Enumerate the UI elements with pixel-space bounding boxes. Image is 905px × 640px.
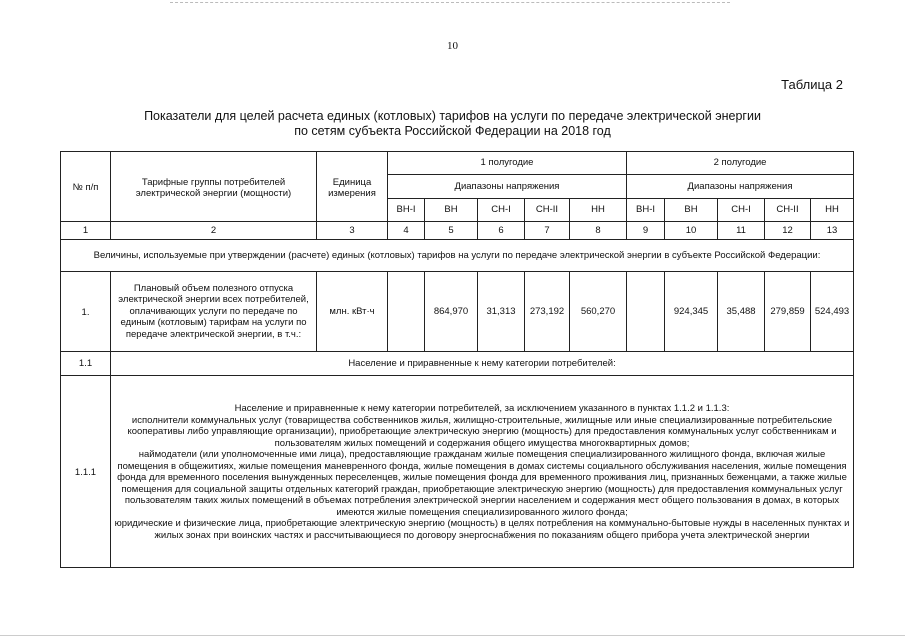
paragraph: юридические и физические лица, приобретающие электрическую энергию (мощность) в целях потребления на коммунально-бытовые нужды в населенных пунктах и жилых зонах при воинских частях и рассчитывающиеся по договору энергоснабжения по показаниям общего прибора учета электрической энергии (114, 518, 850, 541)
row-description (111, 376, 854, 568)
column-number: 13 (811, 222, 854, 240)
header-half-1: 1 полугодие (388, 152, 627, 175)
value-h1-vn1 (388, 272, 425, 352)
column-number: 9 (627, 222, 665, 240)
paragraph: исполнители коммунальных услуг (товарищества собственников жилья, жилищно-строительные, жилищные или иные специализированные потребительские кооперативы либо управляющие организации), приобретающие электрическую энергию (мощность) для предоставления коммунальных услуг собственникам и пользователям жилых помещений и содержания общего имущества многоквартирных домов; (127, 414, 837, 449)
header-level: ВН (665, 199, 718, 222)
row-number: 1.1 (61, 352, 111, 376)
value-h2-sn1: 35,488 (718, 272, 765, 352)
header-level: СН-I (718, 199, 765, 222)
value-h2-sn2: 279,859 (765, 272, 811, 352)
scan-artifact-top (170, 2, 730, 3)
header-level: ВН (425, 199, 478, 222)
value-h1-sn1: 31,313 (478, 272, 525, 352)
row-number: 1. (61, 272, 111, 352)
table-label: Таблица 2 (781, 77, 843, 92)
header-row-1 (61, 152, 854, 175)
column-number: 7 (525, 222, 570, 240)
paragraph: Население и приравненные к нему категории потребителей, за исключением указанного в пунктах 1.1.2 и 1.1.3: (234, 403, 730, 414)
row-number: 1.1.1 (61, 376, 111, 568)
header-ranges-2: Диапазоны напряжения (627, 175, 854, 199)
column-number: 3 (317, 222, 388, 240)
title-line-1: Показатели для целей расчета единых (котловых) тарифов на услуги по передаче электрической энергии (144, 109, 761, 123)
column-number: 8 (570, 222, 627, 240)
paragraph: наймодатели (или уполномоченные ими лица), предоставляющие гражданам жилые помещения специализированного жилищного фонда, включая жилые помещения в общежитиях, жилые помещения маневренного фонда, жилые помещения в домах системы социального обслуживания населения, жилые помещения фонда для временного поселения вынужденных переселенцев, жилые помещения фонда для временного проживания лиц, признанных беженцами, а также жилые помещения для социальной защиты отдельных категорий граждан, приобретающие электрическую энергию (мощность) для предоставления коммунальных услуг пользователям таких жилых помещений в объемах потребления электрической энергии населением и содержания мест общего пользования в домах, в которых имеются жилые помещения специализированного жилого фонда; (117, 449, 847, 518)
column-number: 6 (478, 222, 525, 240)
row-text: Население и приравненные к нему категории потребителей: (111, 352, 854, 376)
header-unit: Единица измерения (317, 152, 388, 222)
title-line-2: по сетям субъекта Российской Федерации на 2018 год (294, 124, 611, 138)
column-number: 4 (388, 222, 425, 240)
table-row-1-1 (61, 352, 854, 376)
document-title (0, 109, 905, 139)
table-row-1-1-1 (61, 376, 854, 568)
table-row-plan (61, 272, 854, 352)
column-number: 5 (425, 222, 478, 240)
row-unit: млн. кВт·ч (317, 272, 388, 352)
header-level: СН-II (765, 199, 811, 222)
tariff-table (60, 151, 854, 568)
value-h2-vn: 924,345 (665, 272, 718, 352)
value-h2-vn1 (627, 272, 665, 352)
header-num: № п/п (61, 152, 111, 222)
header-level: НН (570, 199, 627, 222)
section-heading: Величины, используемые при утверждении (расчете) единых (котловых) тарифов на услуги по передаче электрической энергии в субъекте Российской Федерации: (61, 240, 854, 272)
section-row (61, 240, 854, 272)
column-number-row (61, 222, 854, 240)
value-h1-nn: 560,270 (570, 272, 627, 352)
header-level: СН-I (478, 199, 525, 222)
value-h1-vn: 864,970 (425, 272, 478, 352)
header-level: НН (811, 199, 854, 222)
page-number: 10 (447, 40, 458, 52)
header-ranges-1: Диапазоны напряжения (388, 175, 627, 199)
header-groups: Тарифные группы потребителей электрической энергии (мощности) (111, 152, 317, 222)
header-level: СН-II (525, 199, 570, 222)
row-name: Плановый объем полезного отпуска электрической энергии всех потребителей, оплачивающих услуги по передаче по единым (котловым) тарифам на услуги по передаче электрической энергии, в т.ч.: (111, 272, 317, 352)
header-half-2: 2 полугодие (627, 152, 854, 175)
scan-artifact-bottom (0, 635, 905, 636)
column-number: 1 (61, 222, 111, 240)
value-h1-sn2: 273,192 (525, 272, 570, 352)
column-number: 10 (665, 222, 718, 240)
header-level: ВН-I (627, 199, 665, 222)
column-number: 2 (111, 222, 317, 240)
value-h2-nn: 524,493 (811, 272, 854, 352)
header-level: ВН-I (388, 199, 425, 222)
column-number: 11 (718, 222, 765, 240)
column-number: 12 (765, 222, 811, 240)
